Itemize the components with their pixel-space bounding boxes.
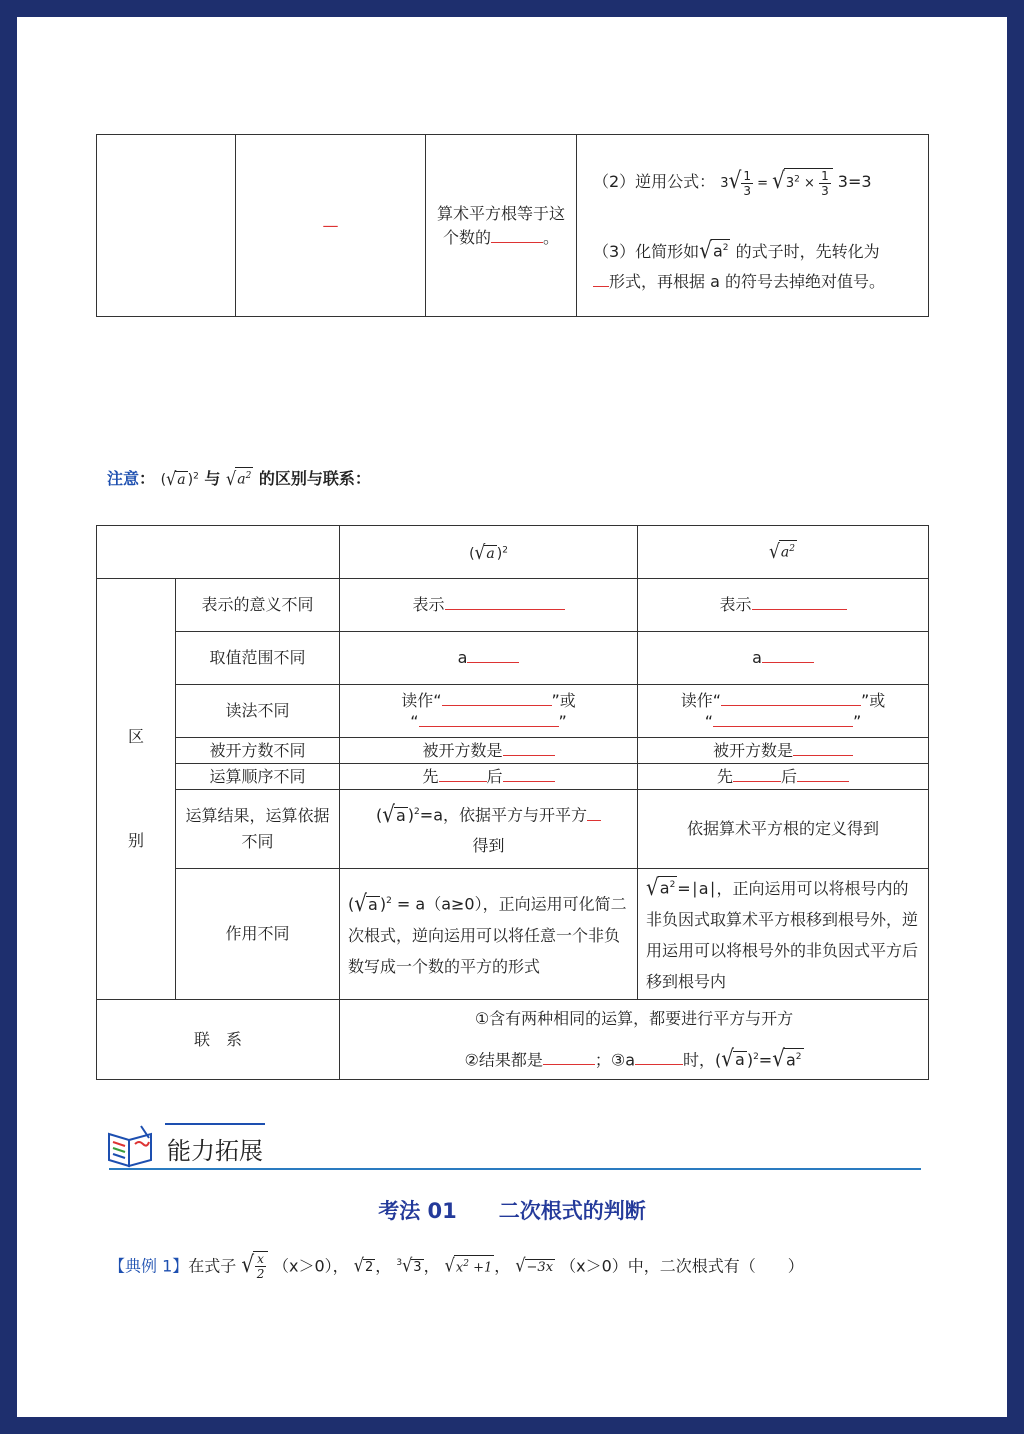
- example-text-c: （x＞0）中，二次根式有（ ）: [560, 1256, 804, 1276]
- row-radicand-label: 被开方数不同: [176, 738, 340, 764]
- header-right: $√a^2$: [638, 526, 929, 579]
- row-result-left: (√a )$^2$=a，依据平方与开平方 得到: [340, 790, 638, 869]
- simplify-prefix: （3）化简形如: [593, 241, 700, 261]
- row-order-left: 先 后: [340, 764, 638, 790]
- diff-label-1: 区: [127, 727, 144, 746]
- formula-expression: 3√ $\frac{1}{3}$ = $√3^2$ × $\frac{1}{3}$: [720, 176, 832, 191]
- simplify-line3: 形式，再根据 a 的符号去掉绝对值号。: [609, 271, 885, 291]
- note-line: 注意： (√a )$^2$ 与 $√a^2$ 的区别与联系：: [107, 467, 371, 490]
- top-cell-3: [426, 135, 577, 317]
- row-meaning-left: 表示: [340, 579, 638, 632]
- kaofa-title: 考法 01 二次根式的判断: [378, 1199, 646, 1223]
- row-reading-right: 读作“ ”或 “ ”: [638, 685, 929, 738]
- formula-suffix: 3=3: [837, 171, 872, 191]
- top-cell-2: —: [236, 135, 426, 317]
- example-text-b: （x＞0），: [273, 1256, 349, 1276]
- row-reading-left: 读作“ ”或 “ ”: [340, 685, 638, 738]
- relation-2: ②结果都是 ；③a 时，(√a )$^2=√a^2$: [464, 1044, 802, 1073]
- header-empty: [97, 526, 340, 579]
- example-label: 【典例 1】: [109, 1256, 189, 1276]
- formula-prefix: （2）逆用公式：: [593, 171, 716, 191]
- header-left: (√a )$^2$: [340, 526, 638, 579]
- note-text2: 的区别与联系：: [258, 469, 371, 488]
- section-underline: [109, 1168, 921, 1170]
- row-range-right: a: [638, 632, 929, 685]
- page: [17, 17, 1007, 1417]
- row-use-label: 作用不同: [176, 869, 340, 1000]
- top-cell-4: （2）逆用公式： 3√ $\frac{1}{3}$ = $√3^2$ × $\frac{1}{3}$ 3=3 （3）化简形如$√a^2$ 的式子时，先转化为 形式，再根据 a 的符号去掉绝对值号。: [577, 135, 929, 317]
- relation-1: ①含有两种相同的运算，都要进行平方与开方: [474, 1009, 794, 1028]
- diff-label: [97, 579, 176, 1000]
- section-title: 能力拓展: [167, 1137, 263, 1165]
- row-meaning-label: 表示的意义不同: [176, 579, 340, 632]
- relation-label: 联 系: [97, 1000, 340, 1080]
- note-text1: 与: [204, 469, 221, 488]
- top-cell-3-end: 。: [543, 227, 560, 247]
- row-order-right: 先 后: [638, 764, 929, 790]
- row-order-label: 运算顺序不同: [176, 764, 340, 790]
- top-cell-3-text: 算术平方根等于这个数的: [436, 203, 565, 247]
- top-cell-1: [97, 135, 236, 317]
- row-range-left: a: [340, 632, 638, 685]
- row-radicand-left: 被开方数是: [340, 738, 638, 764]
- example-text-a: 在式子: [188, 1256, 237, 1276]
- book-icon: [105, 1122, 157, 1168]
- row-use-right: $√a^2$ =∣a∣，正向运用可以将根号内的非负因式取算术平方根移到根号外，逆用运用可以将根号外的非负因式平方后移到根号内: [638, 869, 929, 1000]
- row-range-label: 取值范围不同: [176, 632, 340, 685]
- simplify-suffix: 的式子时，先转化为: [735, 241, 880, 261]
- row-use-left: (√a )$^2$ = a（a≥0），正向运用可化简二次根式，逆向运用可以将任意一个非负数写成一个数的平方的形式: [340, 869, 638, 1000]
- example-line: 【典例 1】在式子 √ $\frac{x}{2}$ （x＞0）， √2 ， $^3$√3 ， $√x^2 +1$ ， √−3x （x＞0）中，二次根式有（ ）: [109, 1250, 804, 1282]
- row-result-right: 依据算术平方根的定义得到: [638, 790, 929, 869]
- relation-content: [340, 1000, 929, 1080]
- diff-label-2: 别: [127, 831, 144, 850]
- row-reading-label: 读法不同: [176, 685, 340, 738]
- row-radicand-right: 被开方数是: [638, 738, 929, 764]
- section-topline: [165, 1123, 265, 1125]
- comparison-table: [96, 525, 929, 1080]
- row-meaning-right: 表示: [638, 579, 929, 632]
- note-label: 注意: [107, 469, 140, 488]
- top-table: [96, 134, 929, 317]
- row-result-label: 运算结果，运算依据不同: [176, 790, 340, 869]
